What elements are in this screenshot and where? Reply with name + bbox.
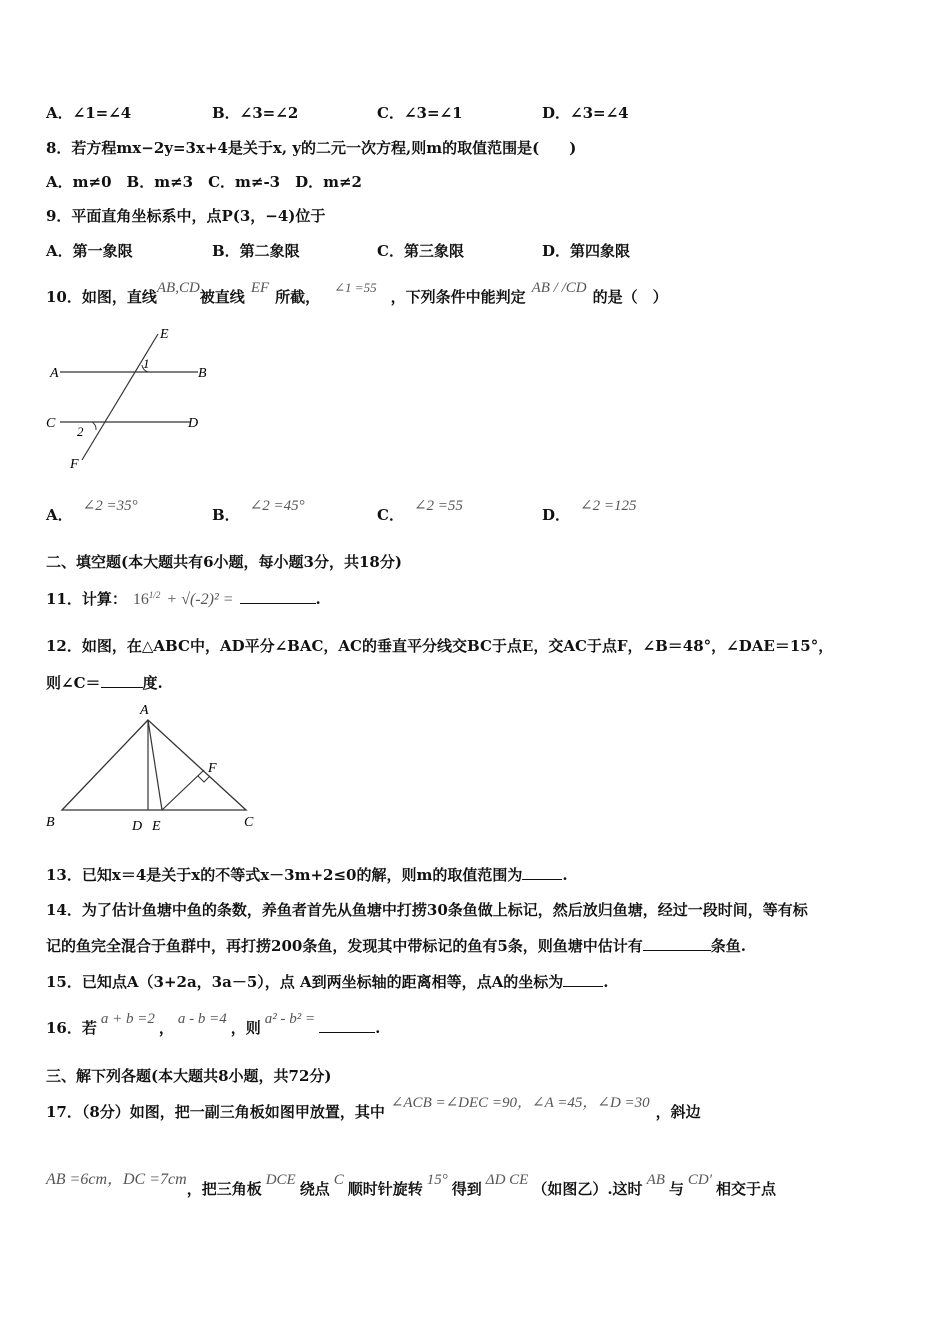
q14-stem-line2 (46, 935, 746, 956)
q9-option-c: C．第三象限 (377, 242, 464, 260)
q11-math-rest: + √(-2)² = (166, 591, 234, 608)
q13-end: . (562, 866, 568, 884)
q17-math-cd-prime: CD′ (687, 1172, 713, 1188)
q7-option-a: A．∠1=∠4 (46, 104, 132, 122)
q16-math-2: a - b =4 (177, 1011, 227, 1027)
q15-end: . (603, 973, 609, 991)
q10-option-b-letter: B． (212, 506, 240, 524)
q15-text: 15．已知点A（3+2a，3a－5），点 A到两坐标轴的距离相等，点A的坐标为 (46, 973, 564, 991)
q10-label-2: 2 (77, 424, 84, 439)
q11-end: . (315, 590, 321, 608)
q10-option-c (377, 498, 463, 525)
q17-text-2: ，斜边 (655, 1103, 701, 1121)
q10-math-ef: EF (250, 280, 270, 296)
q7-option-c: C．∠3=∠1 (377, 104, 463, 122)
q10-text-5: 的是（ ） (592, 288, 668, 306)
q16-text-2: ， (158, 1019, 174, 1037)
q12-answer-blank (101, 673, 143, 688)
q17-text-3: ，把三角板 (186, 1180, 262, 1198)
q8-stem: 8．若方程mx−2y=3x+4是关于x, y的二元一次方程,则m的取值范围是( ) (46, 139, 577, 157)
q17-text-1: 17．（8分）如图，把一副三角板如图甲放置，其中 (46, 1103, 385, 1121)
q17-text-6: 得到 (451, 1180, 482, 1198)
q12-label-e: E (152, 819, 161, 834)
q10-option-c-math: ∠2 =55 (413, 498, 463, 514)
q17-math-ab: AB (646, 1172, 665, 1188)
q13-text: 13．已知x＝4是关于x的不等式x－3m+2≤0的解，则m的取值范围为 (46, 866, 523, 884)
q10-option-b-math: ∠2 =45° (249, 498, 305, 514)
q10-text-3: 所截， (275, 288, 321, 306)
q10-label-f: F (70, 457, 79, 472)
q14-text-b: 条鱼. (710, 937, 746, 955)
q16-math-1: a + b =2 (100, 1011, 155, 1027)
q17-stem-line2 (46, 1171, 777, 1199)
q17-math-lengths: AB =6cm，DC =7cm (46, 1171, 187, 1188)
q10-text-2: 被直线 (199, 288, 245, 306)
q10-option-d (542, 498, 637, 525)
q12-label-d: D (132, 819, 143, 834)
q11-stem (46, 588, 321, 609)
q12-triangle-figure (40, 698, 265, 836)
q8-options: A．m≠0 B．m≠3 C．m≠-3 D．m≠2 (46, 173, 362, 191)
q16-text-1: 16．若 (46, 1019, 97, 1037)
q15-answer-blank (563, 972, 603, 987)
q10-label-a: A (50, 366, 59, 381)
q10-math-parallel: AB / /CD (531, 280, 587, 296)
q10-text-1: 10．如图，直线 (46, 288, 157, 306)
q17-text-5: 顺时针旋转 (347, 1180, 423, 1198)
q10-math-ab-cd: AB,CD (156, 280, 200, 296)
q16-math-3: a² - b² = (264, 1011, 316, 1027)
q10-option-a-letter: A． (46, 506, 73, 524)
q9-option-a: A．第一象限 (46, 242, 133, 260)
q9-stem: 9．平面直角坐标系中，点P(3，−4)位于 (46, 207, 326, 225)
q10-label-b: B (198, 366, 207, 381)
q12-text-a: 则∠C＝ (46, 674, 101, 692)
section-2-heading: 二、填空题(本大题共有6小题，每小题3分，共18分) (46, 553, 402, 571)
q10-math-angle1: ∠1 =55 (334, 280, 377, 295)
q17-math-angles: ∠ACB =∠DEC =90，∠A =45，∠D =30 (390, 1095, 650, 1111)
q10-option-b (212, 498, 305, 525)
q14-stem-line1: 14．为了估计鱼塘中鱼的条数，养鱼者首先从鱼塘中打捞30条鱼做上标记，然后放归鱼塘，经过一段时间，等有标 (46, 901, 808, 919)
q12-label-f: F (208, 761, 217, 776)
q10-option-d-math: ∠2 =125 (580, 498, 637, 514)
q17-text-9: 相交于点 (716, 1180, 777, 1198)
q15-stem (46, 971, 609, 992)
q10-option-a (46, 498, 138, 525)
q10-option-d-letter: D． (542, 506, 571, 524)
q17-math-15deg: 15° (426, 1172, 448, 1188)
q11-math-base: 16 (132, 591, 149, 608)
section-3-heading: 三、解下列各题(本大题共8小题，共72分) (46, 1067, 332, 1085)
q10-option-a-math: ∠2 =35° (82, 498, 138, 514)
q9-option-b: B．第二象限 (212, 242, 300, 260)
q10-text-4: ，下列条件中能判定 (390, 288, 526, 306)
q11-math-exponent: 1/2 (148, 590, 161, 600)
q13-stem (46, 864, 568, 885)
q10-label-c: C (46, 416, 56, 431)
q10-label-e: E (160, 327, 169, 342)
q17-math-dce: DCE (265, 1172, 296, 1188)
q17-stem-line1 (46, 1095, 701, 1122)
q16-answer-blank (319, 1018, 375, 1033)
q16-stem (46, 1011, 381, 1038)
q12-text-b: 度. (142, 674, 163, 692)
q17-math-c: C (333, 1172, 344, 1188)
q14-answer-blank (643, 936, 711, 951)
q10-parallel-lines-figure (40, 322, 220, 474)
q17-math-triangle: ΔD CE (485, 1172, 529, 1188)
q10-label-1: 1 (143, 356, 150, 371)
q17-text-4: 绕点 (299, 1180, 330, 1198)
q17-text-7: （如图乙）.这时 (532, 1180, 643, 1198)
q12-label-c: C (244, 815, 254, 830)
q12-label-b: B (46, 815, 55, 830)
q10-label-d: D (188, 416, 199, 431)
q11-answer-blank (240, 589, 316, 604)
q11-text: 11．计算： (46, 590, 127, 608)
q7-option-d: D．∠3=∠4 (542, 104, 629, 122)
q12-label-a: A (140, 703, 149, 718)
q13-answer-blank (522, 865, 562, 880)
q16-end: . (375, 1019, 381, 1037)
q7-option-b: B．∠3=∠2 (212, 104, 299, 122)
q12-stem-line1: 12．如图，在△ABC中，AD平分∠BAC，AC的垂直平分线交BC于点E，交AC于点F，∠B＝48°，∠DAE＝15°， (46, 637, 834, 655)
q10-option-c-letter: C． (377, 506, 404, 524)
q9-option-d: D．第四象限 (542, 242, 631, 260)
q17-text-8: 与 (668, 1180, 684, 1198)
q14-text-a: 记的鱼完全混合于鱼群中，再打捞200条鱼，发现其中带标记的鱼有5条，则鱼塘中估计有 (46, 937, 643, 955)
q10-stem (46, 280, 668, 307)
q12-stem-line2 (46, 672, 163, 693)
q16-text-3: ，则 (230, 1019, 261, 1037)
